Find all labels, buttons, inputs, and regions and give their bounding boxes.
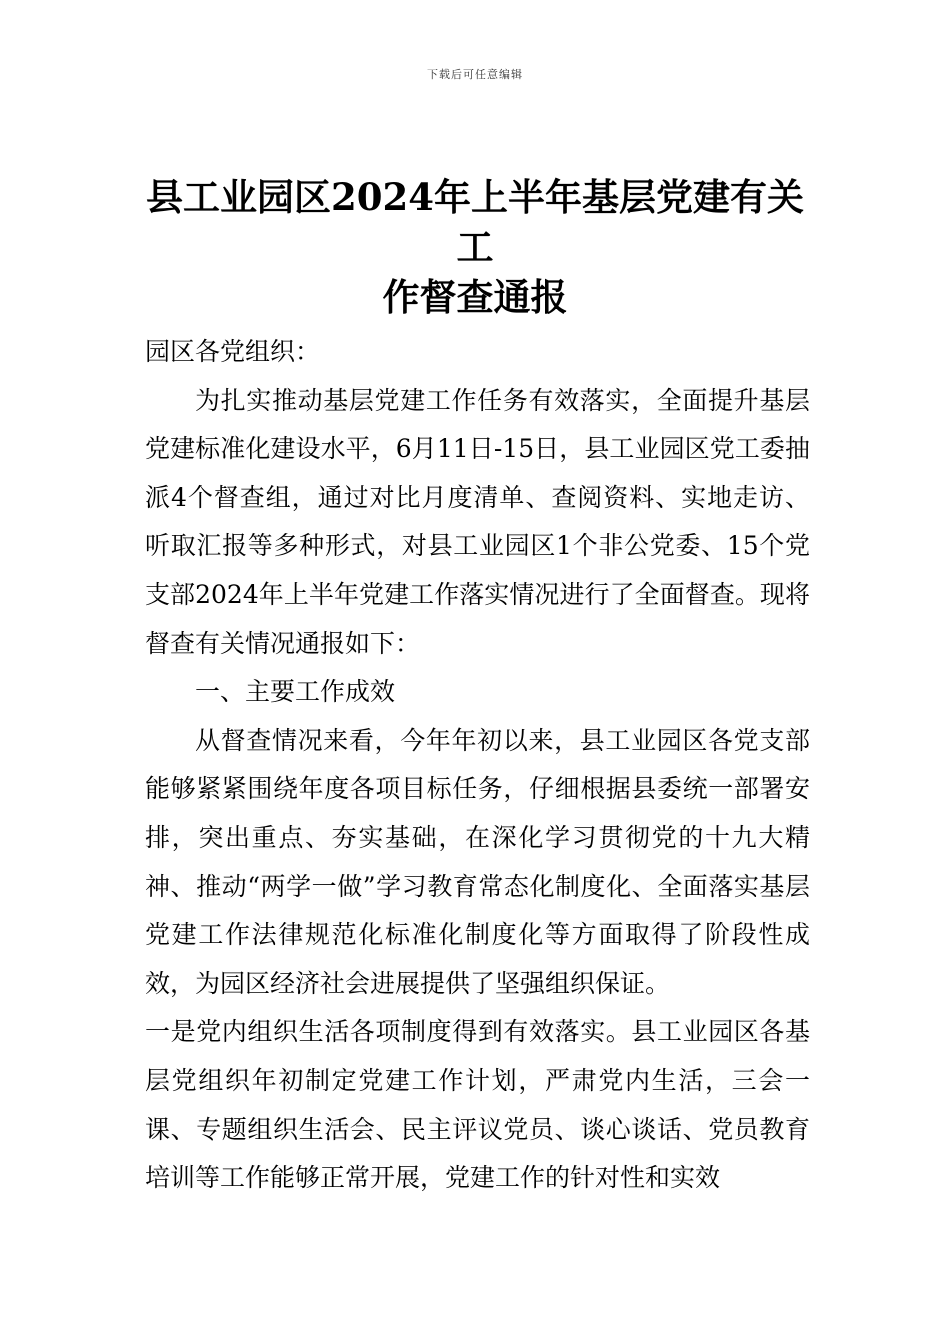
point-one-paragraph: 一是党内组织生活各项制度得到有效落实。县工业园区各基层党组织年初制定党建工作计划，严肃党内生活，三会一课、专题组织生活会、民主评议党员、谈心谈话、党员教育培训等工作能够正常开展，党建工作的针对性和实效 [145, 1017, 810, 1193]
page-header-note: 下载后可任意编辑 [427, 68, 523, 81]
salutation: 园区各党组织： [145, 337, 321, 366]
document-title-line-1: 县工业园区2024年上半年基层党建有关工 [146, 175, 804, 269]
section-heading: 一、主要工作成效 [195, 677, 396, 707]
document-title [145, 172, 805, 322]
intro-paragraph: 为扎实推动基层党建工作任务有效落实，全面提升基层党建标准化建设水平，6月11日-15日，县工业园区党工委抽派4个督查组，通过对比月度清单、查阅资料、实地走访、听取汇报等多种形式，对县工业园区1个非公党委、15个党支部2024年上半年党建工作落实情况进行了全面督查。现将督查有关情况通报如下： [145, 385, 810, 658]
achievements-paragraph: 从督查情况来看，今年年初以来，县工业园区各党支部能够紧紧围绕年度各项目标任务，仔细根据县委统一部署安排，突出重点、夯实基础，在深化学习贯彻党的十九大精神、推动“两学一做”学习教育常态化制度化、全面落实基层党建工作法律规范化标准化制度化等方面取得了阶段性成效，为园区经济社会进展提供了坚强组织保证。 [145, 725, 810, 998]
document-body [145, 328, 810, 1203]
document-title-line-2: 作督查通报 [382, 275, 568, 319]
